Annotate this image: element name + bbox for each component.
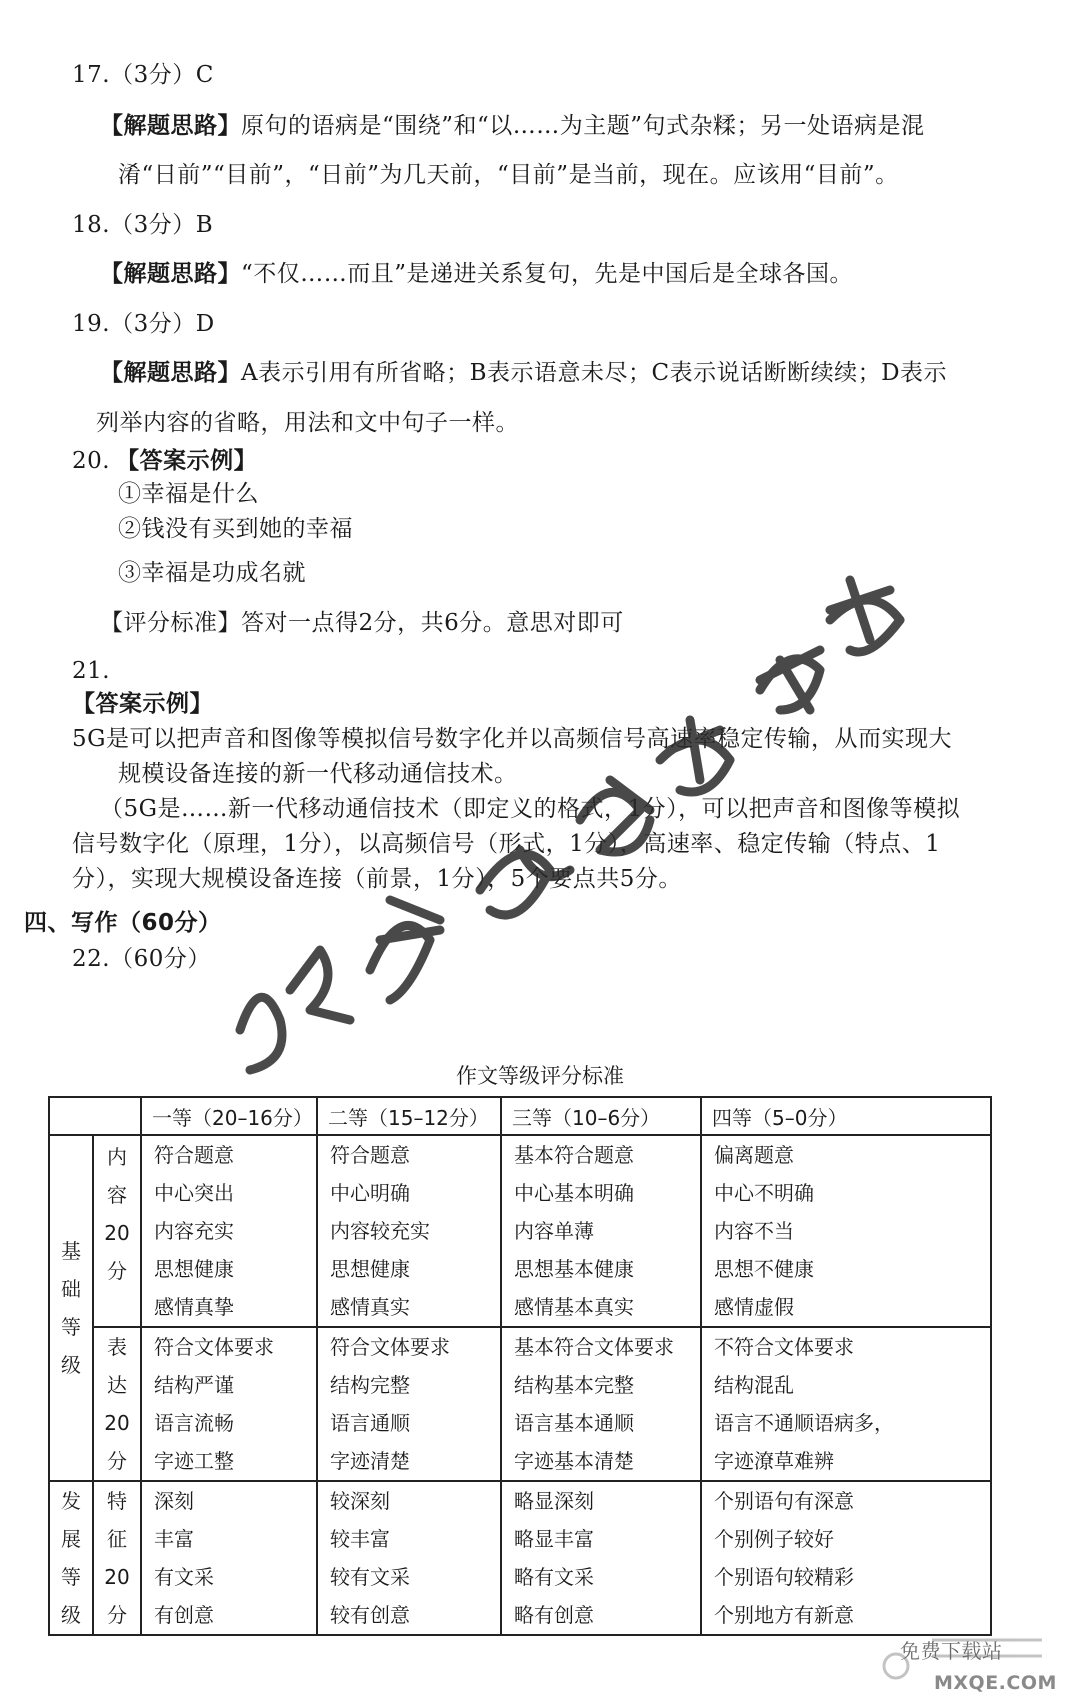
q19-head: 19.（3分）D xyxy=(72,311,215,337)
q18-tag: 【解题思路】 xyxy=(100,261,241,287)
criterion: 略有创意 xyxy=(514,1603,594,1627)
criterion: 个别例子较好 xyxy=(714,1527,834,1551)
criterion: 中心突出 xyxy=(154,1181,234,1205)
cell-content-grade-3 xyxy=(501,1135,701,1327)
table-caption: 作文等级评分标准 xyxy=(456,1064,624,1088)
criterion: 内容不当 xyxy=(714,1219,794,1243)
wechat-footer-text: 免费下载站 xyxy=(900,1639,1003,1663)
subgroup-char: 20 xyxy=(104,1221,130,1245)
criterion: 符合题意 xyxy=(154,1143,234,1167)
criterion: 内容单薄 xyxy=(514,1219,594,1243)
cell-expression-grade-1 xyxy=(141,1327,317,1481)
criterion: 略显丰富 xyxy=(514,1527,594,1551)
criterion: 丰富 xyxy=(154,1527,194,1551)
q18-line1 xyxy=(100,259,853,289)
cell-feature-grade-4 xyxy=(701,1481,991,1635)
table-row xyxy=(49,1481,991,1635)
subgroup-char: 分 xyxy=(107,1449,127,1473)
header-grade-4: 四等（5–0分） xyxy=(701,1097,991,1135)
section4-title: 四、写作（60分） xyxy=(24,910,222,936)
cell-feature-grade-1 xyxy=(141,1481,317,1635)
cell-expression-grade-3 xyxy=(501,1327,701,1481)
criterion: 语言通顺 xyxy=(330,1411,410,1435)
criterion: 内容充实 xyxy=(154,1219,234,1243)
criterion: 字迹工整 xyxy=(154,1449,234,1473)
criterion: 感情真实 xyxy=(330,1295,410,1319)
q19-text1: A表示引用有所省略；B表示语意未尽；C表示说话断断续续；D表示 xyxy=(241,360,948,386)
criterion: 内容较充实 xyxy=(330,1219,430,1243)
q19-tag: 【解题思路】 xyxy=(100,360,241,386)
group-development-char: 发 xyxy=(61,1489,81,1513)
criterion: 思想健康 xyxy=(330,1257,410,1281)
q21-line2: 规模设备连接的新一代移动通信技术。 xyxy=(118,761,518,787)
subgroup-expression-label xyxy=(93,1327,141,1481)
q18-head: 18.（3分）B xyxy=(72,212,214,238)
cell-content-grade-1 xyxy=(141,1135,317,1327)
criterion: 感情真挚 xyxy=(154,1295,234,1319)
table-row xyxy=(49,1135,991,1327)
q20-item-3: ③幸福是功成名就 xyxy=(118,560,306,586)
criterion: 个别语句较精彩 xyxy=(714,1565,854,1589)
q19-line2: 列举内容的省略，用法和文中句子一样。 xyxy=(96,410,519,436)
criterion: 不符合文体要求 xyxy=(714,1335,854,1359)
q20-head xyxy=(72,446,257,476)
q18-text1: “不仅……而且”是递进关系复句，先是中国后是全球各国。 xyxy=(241,261,854,287)
group-development-label xyxy=(49,1481,93,1635)
q20-item-2: ②钱没有买到她的幸福 xyxy=(118,516,353,542)
q21-line3: （5G是……新一代移动通信技术（即定义的格式，1分），可以把声音和图像等模拟 xyxy=(100,796,961,822)
criterion: 结构混乱 xyxy=(714,1373,794,1397)
criterion: 中心明确 xyxy=(330,1181,410,1205)
q21-num: 21. xyxy=(72,658,111,684)
q22-head: 22.（60分） xyxy=(72,946,211,972)
header-grade-2: 二等（15–12分） xyxy=(317,1097,501,1135)
group-development-char: 展 xyxy=(61,1527,81,1551)
criterion: 语言基本通顺 xyxy=(514,1411,634,1435)
criterion: 语言不通顺语病多， xyxy=(714,1411,894,1435)
criterion: 较有创意 xyxy=(330,1603,410,1627)
criterion: 符合文体要求 xyxy=(154,1335,274,1359)
criterion: 较深刻 xyxy=(330,1489,390,1513)
grading-table xyxy=(48,1096,992,1636)
criterion: 个别地方有新意 xyxy=(714,1603,854,1627)
q20-tag: 【答案示例】 xyxy=(116,448,258,474)
header-grade-1: 一等（20–16分） xyxy=(141,1097,317,1135)
criterion: 感情虚假 xyxy=(714,1295,794,1319)
q21-line4: 信号数字化（原理，1分），以高频信号（形式，1分），高速率、稳定传输（特点、1 xyxy=(72,831,941,857)
subgroup-char: 征 xyxy=(107,1527,127,1551)
criterion: 较有文采 xyxy=(330,1565,410,1589)
criterion: 字迹潦草难辨 xyxy=(714,1449,834,1473)
site-url: MXQE.COM xyxy=(934,1672,1057,1694)
group-basic-char: 础 xyxy=(61,1277,81,1301)
subgroup-char: 分 xyxy=(107,1603,127,1627)
group-basic-char: 等 xyxy=(61,1315,81,1339)
criterion: 字迹基本清楚 xyxy=(514,1449,634,1473)
cell-content-grade-2 xyxy=(317,1135,501,1327)
criterion: 结构严谨 xyxy=(154,1373,234,1397)
table-row xyxy=(49,1327,991,1481)
criterion: 思想健康 xyxy=(154,1257,234,1281)
q21-tag xyxy=(72,689,213,719)
cell-expression-grade-4 xyxy=(701,1327,991,1481)
cell-feature-grade-2 xyxy=(317,1481,501,1635)
criterion: 个别语句有深意 xyxy=(714,1489,854,1513)
criterion: 结构完整 xyxy=(330,1373,410,1397)
q19-line1 xyxy=(100,358,947,388)
criterion: 略有文采 xyxy=(514,1565,594,1589)
subgroup-char: 分 xyxy=(107,1259,127,1283)
group-basic-char: 级 xyxy=(61,1353,81,1377)
criterion: 有创意 xyxy=(154,1603,214,1627)
q20-scoring: 【评分标准】答对一点得2分，共6分。意思对即可 xyxy=(100,610,624,636)
criterion: 思想不健康 xyxy=(714,1257,814,1281)
criterion: 略显深刻 xyxy=(514,1489,594,1513)
criterion: 中心基本明确 xyxy=(514,1181,634,1205)
criterion: 思想基本健康 xyxy=(514,1257,634,1281)
criterion: 语言流畅 xyxy=(154,1411,234,1435)
table-header-row xyxy=(49,1097,991,1135)
criterion: 有文采 xyxy=(154,1565,214,1589)
subgroup-content-label xyxy=(93,1135,141,1327)
group-basic-char: 基 xyxy=(61,1239,81,1263)
q17-head: 17.（3分）C xyxy=(72,62,214,88)
criterion: 符合题意 xyxy=(330,1143,410,1167)
cell-feature-grade-3 xyxy=(501,1481,701,1635)
criterion: 结构基本完整 xyxy=(514,1373,634,1397)
q21-tag-text: 【答案示例】 xyxy=(72,691,213,717)
q20-item-1: ①幸福是什么 xyxy=(118,481,259,507)
header-blank xyxy=(49,1097,141,1135)
criterion: 符合文体要求 xyxy=(330,1335,450,1359)
subgroup-char: 表 xyxy=(107,1335,127,1359)
criterion: 较丰富 xyxy=(330,1527,390,1551)
group-development-char: 级 xyxy=(61,1603,81,1627)
q17-line2: 淆“日前”“目前”，“日前”为几天前，“目前”是当前，现在。应该用“目前”。 xyxy=(118,162,899,188)
q21-line1: 5G是可以把声音和图像等模拟信号数字化并以高频信号高速率稳定传输，从而实现大 xyxy=(72,726,953,752)
criterion: 字迹清楚 xyxy=(330,1449,410,1473)
cell-content-grade-4 xyxy=(701,1135,991,1327)
q20-num: 20. xyxy=(72,448,111,474)
q17-line1 xyxy=(100,111,925,141)
header-grade-3: 三等（10–6分） xyxy=(501,1097,701,1135)
criterion: 中心不明确 xyxy=(714,1181,814,1205)
criterion: 偏离题意 xyxy=(714,1143,794,1167)
subgroup-char: 容 xyxy=(107,1183,127,1207)
criterion: 深刻 xyxy=(154,1489,194,1513)
criterion: 基本符合题意 xyxy=(514,1143,634,1167)
criterion: 感情基本真实 xyxy=(514,1295,634,1319)
group-development-char: 等 xyxy=(61,1565,81,1589)
subgroup-feature-label xyxy=(93,1481,141,1635)
criterion: 基本符合文体要求 xyxy=(514,1335,674,1359)
q21-line5: 分），实现大规模设备连接（前景，1分），5个要点共5分。 xyxy=(72,866,682,892)
subgroup-char: 特 xyxy=(107,1489,127,1513)
subgroup-char: 内 xyxy=(107,1145,127,1169)
subgroup-char: 达 xyxy=(107,1373,127,1397)
cell-expression-grade-2 xyxy=(317,1327,501,1481)
q17-tag: 【解题思路】 xyxy=(100,113,241,139)
group-basic-label xyxy=(49,1135,93,1481)
subgroup-char: 20 xyxy=(104,1565,130,1589)
q17-text1: 原句的语病是“围绕”和“以……为主题”句式杂糅；另一处语病是混 xyxy=(241,113,925,139)
subgroup-char: 20 xyxy=(104,1411,130,1435)
